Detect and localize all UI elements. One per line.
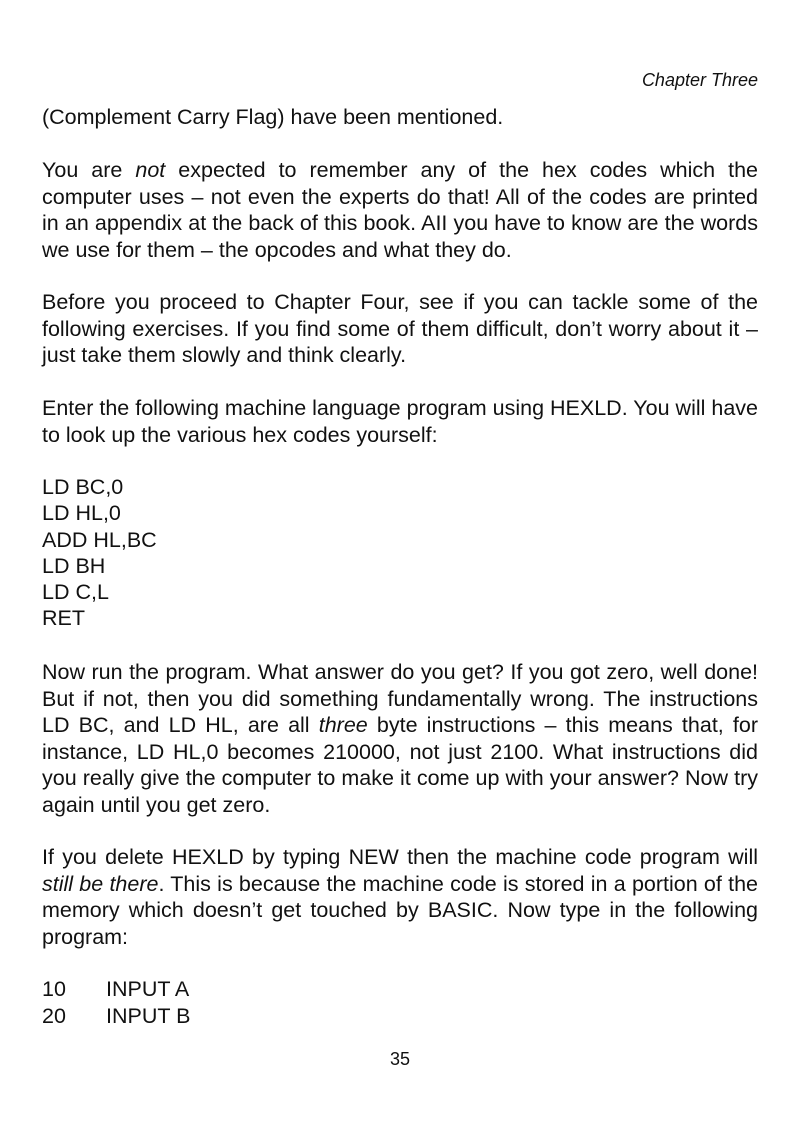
basic-line — [42, 1003, 190, 1030]
assembly-line: LD C,L — [42, 580, 109, 605]
running-head-chapter: Chapter Three — [641, 70, 758, 90]
paragraph-delete-hexld-text-c: . This is because the machine code is stored in a portion of the memory which doesn’t get touched by BASIC. Now type in the following program: — [42, 871, 758, 949]
assembly-listing — [42, 474, 157, 632]
emphasis-still-be-there: still be there — [42, 871, 159, 896]
paragraph-enter-program: Enter the following machine language program using HEXLD. You will have to look up the various hex codes yourself: — [42, 396, 758, 447]
paragraph-hex-codes-text-c: expected to remember any of the hex codes which the computer uses – not even the experts do that! All of the codes are printed in an appendix at the back of this book. AII you have to know are the words we use for them – the opcodes and what they do. — [42, 158, 758, 262]
assembly-line: ADD HL,BC — [42, 527, 157, 552]
assembly-line: LD BH — [42, 553, 106, 578]
assembly-line: RET — [42, 606, 85, 631]
basic-listing — [42, 976, 190, 1029]
basic-line-number: 10 — [42, 977, 66, 1001]
paragraph-hex-codes — [42, 157, 758, 263]
emphasis-three: three — [318, 713, 368, 737]
paragraph-carry-flag: (Complement Carry Flag) have been mentioned. — [42, 105, 504, 129]
paragraph-hex-codes-text-a: You are — [42, 158, 136, 182]
paragraph-run-program-text-c: byte instructions – this means that, for instance, LD HL,0 becomes 210000, not just 2100. What instructions did you really give the computer to make it come up with your answer? Now try again until you get zero. — [42, 713, 758, 817]
paragraph-delete-hexld — [42, 844, 758, 950]
assembly-line: LD HL,0 — [42, 501, 121, 526]
paragraph-delete-hexld-text-a: If you delete HEXLD by typing NEW then the machine code program will — [42, 845, 758, 869]
paragraph-exercises-intro: Before you proceed to Chapter Four, see if you can tackle some of the following exercises. If you find some of them difficult, don’t worry about it – just take them slowly and think clearly. — [42, 290, 758, 367]
basic-line-number: 20 — [42, 1003, 66, 1028]
paragraph-run-program — [42, 659, 758, 818]
basic-statement: INPUT B — [106, 1003, 191, 1028]
assembly-line: LD BC,0 — [42, 475, 124, 499]
basic-statement: INPUT A — [106, 977, 190, 1001]
page-number: 35 — [389, 1049, 411, 1069]
basic-line — [42, 976, 190, 1003]
emphasis-not: not — [135, 158, 166, 182]
paragraph-run-program-text-a: Now run the program. What answer do you get? If you got zero, well done! But if not, then you did something fundamentally wrong. The instructions LD BC, and LD HL, are all — [42, 660, 758, 737]
